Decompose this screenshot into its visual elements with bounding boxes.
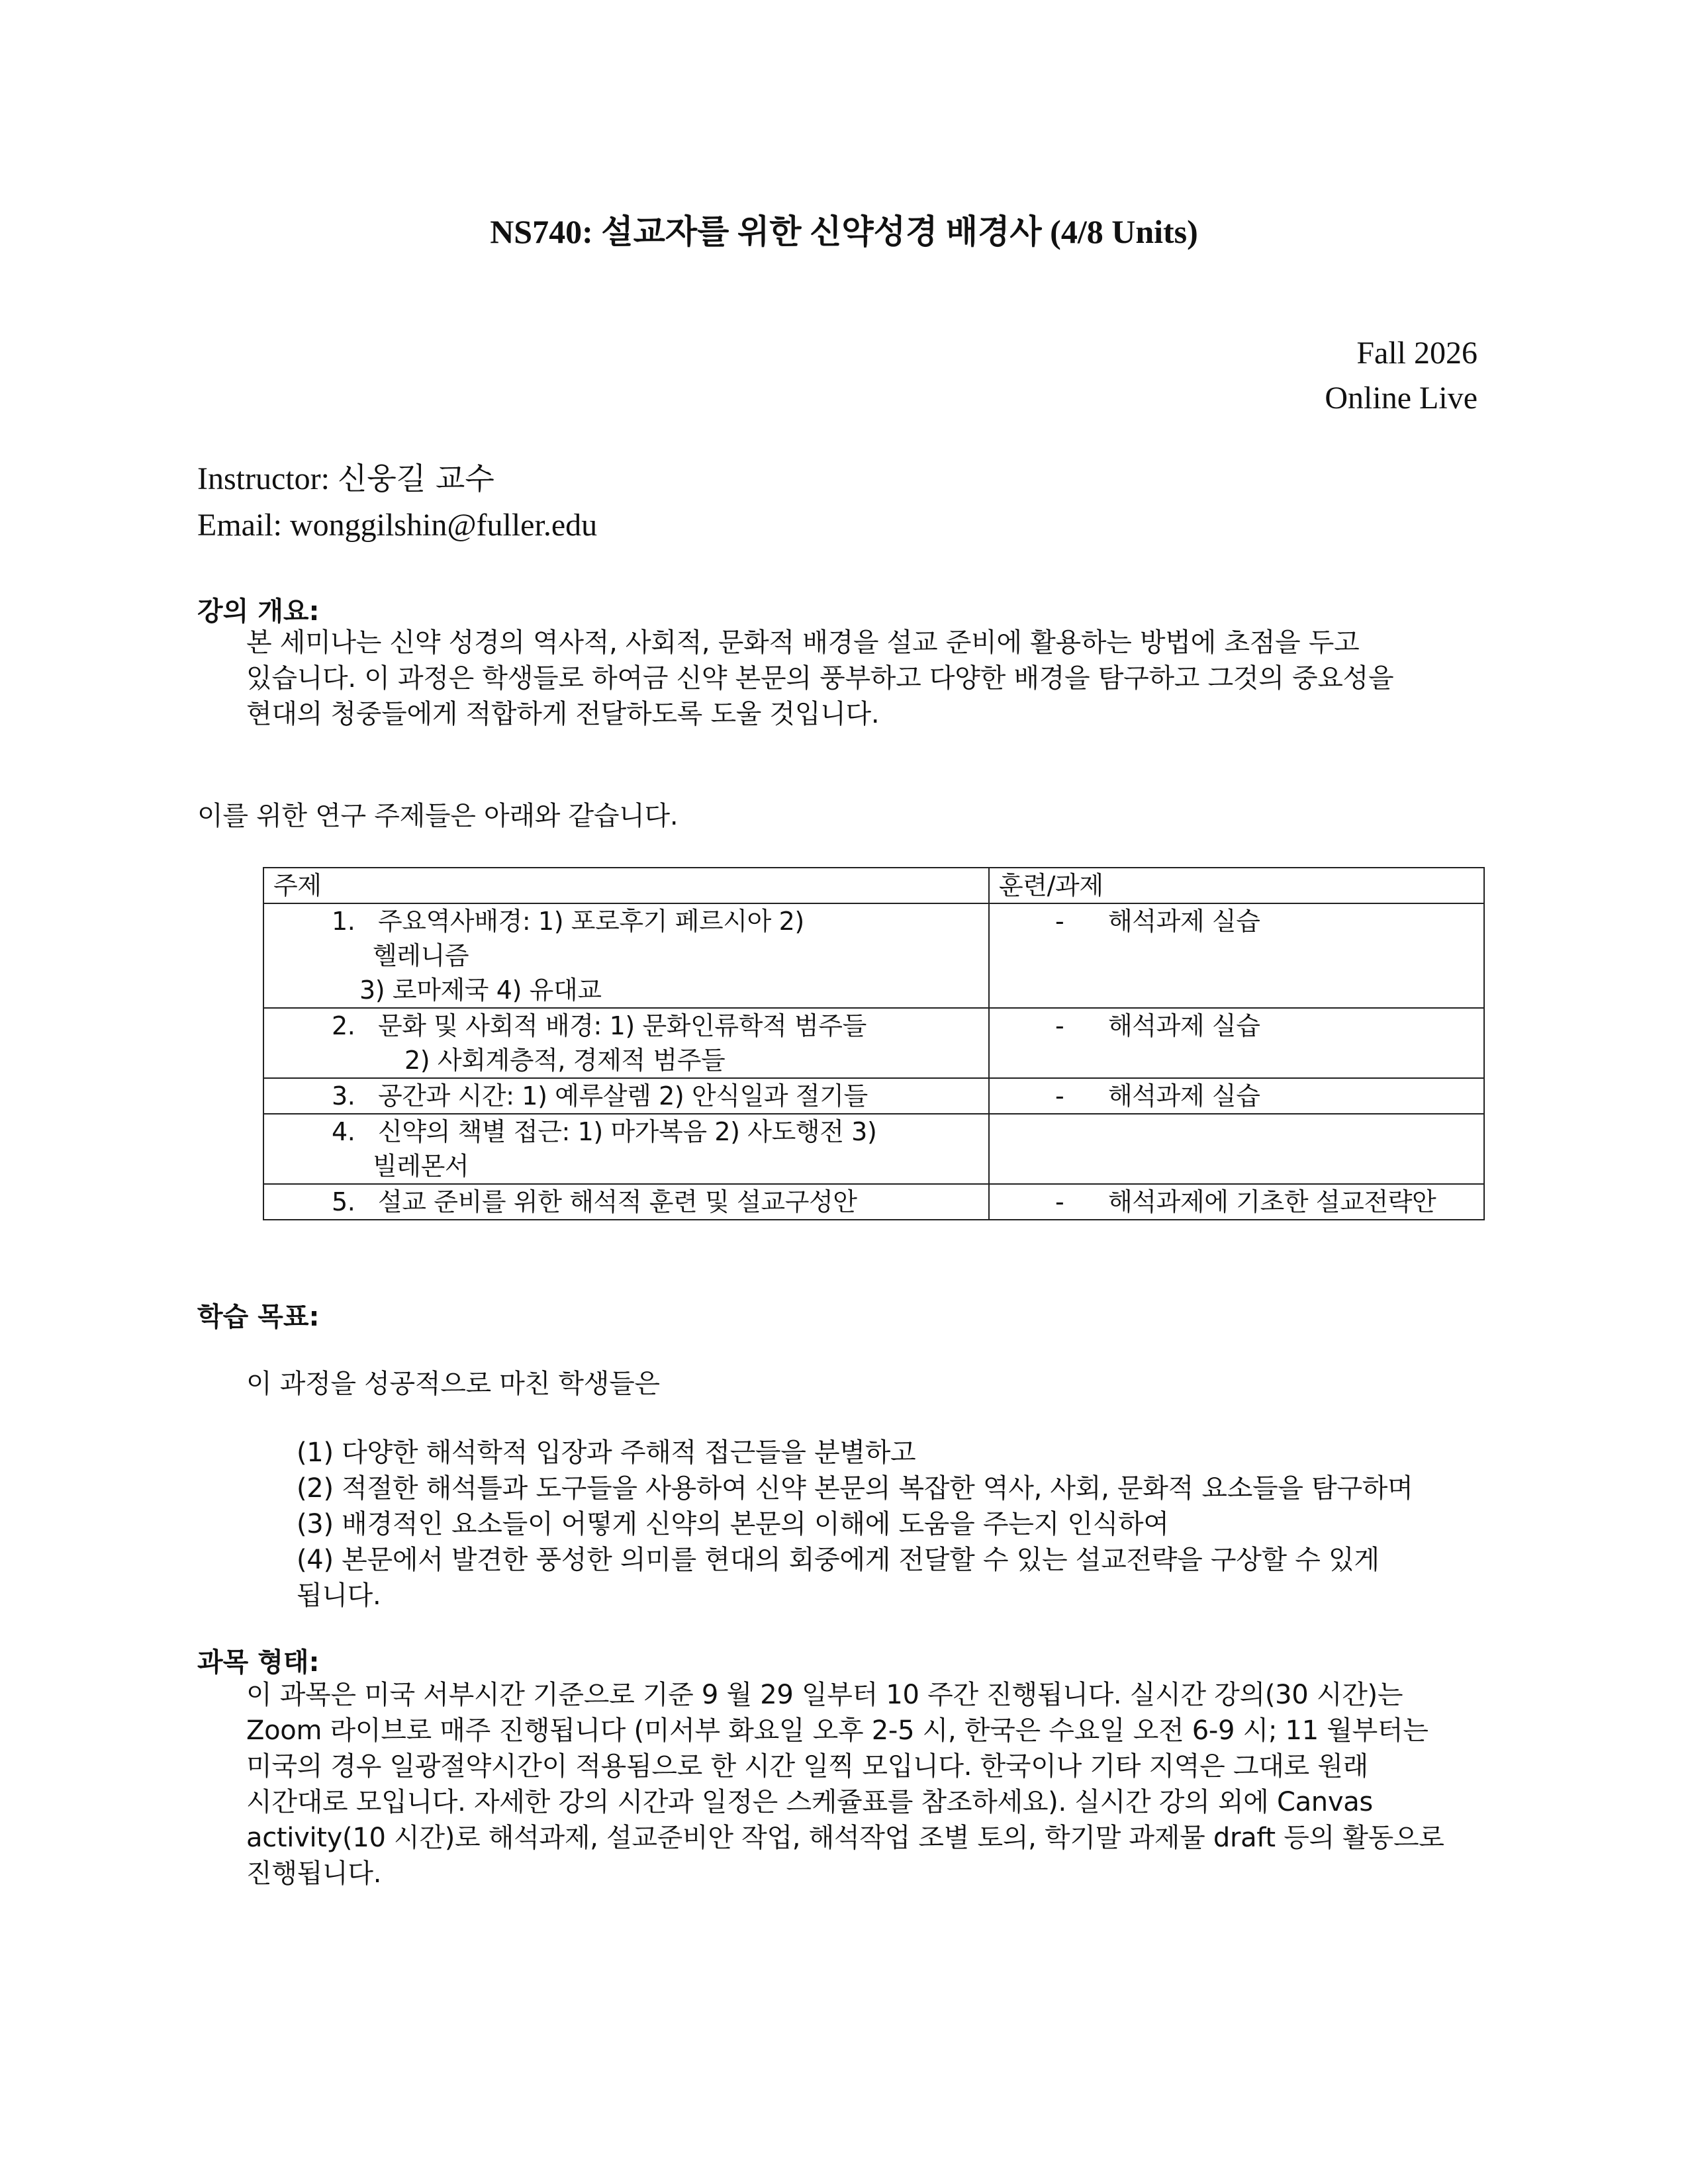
topics-intro: 이를 위한 연구 주제들은 아래와 같습니다. [197,801,679,831]
table-header-row [263,868,1484,903]
task-cell [989,1114,1484,1184]
format-paragraph [246,1677,1504,1891]
topic-text: 빌레몬서 [373,1152,469,1181]
task-cell [989,903,1484,1008]
topic-cell [263,1184,989,1220]
topic-text: 신약의 책별 접근: 1) 마가복음 2) 사도행전 3) [378,1117,877,1146]
format-line: 미국의 경우 일광절약시간이 적용됨으로 한 시간 일찍 모입니다. 한국이나 기타 지역은 그대로 원래 [246,1751,1368,1782]
topic-text: 주요역사배경: 1) 포로후기 페르시아 2) [378,907,804,936]
task-text: 해석과제 실습 [1108,1011,1260,1040]
goals-intro: 이 과정을 성공적으로 마친 학생들은 [246,1369,660,1399]
goals-heading: 학습 목표: [197,1302,320,1332]
topic-cell [263,903,989,1008]
topic-text: 공간과 시간: 1) 예루살렘 2) 안식일과 절기들 [378,1081,868,1111]
topics-table [263,867,1485,1220]
table-row [263,1078,1484,1114]
column-header-task: 훈련/과제 [989,868,1484,903]
topic-number: 4. [332,1117,355,1146]
task-text: 해석과제에 기초한 설교전략안 [1108,1187,1436,1216]
overview-heading: 강의 개요: [197,596,320,627]
task-text: 해석과제 실습 [1108,1081,1260,1111]
task-bullet: - [1055,1081,1064,1111]
instructor-block [197,455,597,549]
email-line [197,502,597,549]
term: Fall 2026 [1356,336,1477,371]
task-bullet: - [1055,1187,1064,1216]
topic-text: 3) 로마제국 4) 유대교 [359,976,602,1005]
term-block [1325,331,1477,421]
topic-text: 헬레니즘 [373,941,469,970]
topic-text: 문화 및 사회적 배경: 1) 문화인류학적 범주들 [378,1011,867,1040]
goal-item: (4) 본문에서 발견한 풍성한 의미를 현대의 회중에게 전달할 수 있는 설교전략을 구상할 수 있게 [297,1545,1380,1575]
task-text: 해석과제 실습 [1108,907,1260,936]
table-row [263,1114,1484,1184]
topic-number: 2. [332,1011,355,1040]
task-bullet: - [1055,1011,1064,1040]
topic-number: 3. [332,1081,355,1111]
format-heading: 과목 형태: [197,1647,320,1678]
overview-line: 현대의 청중들에게 적합하게 전달하도록 도울 것입니다. [246,699,880,729]
overview-line: 있습니다. 이 과정은 학생들로 하여금 신약 본문의 풍부하고 다양한 배경을 탐구하고 그것의 중요성을 [246,663,1394,694]
format-line: 시간대로 모입니다. 자세한 강의 시간과 일정은 스케쥴표를 참조하세요). 실시간 강의 외에 Canvas [246,1787,1373,1817]
task-cell [989,1078,1484,1114]
instructor-line [197,455,597,502]
task-bullet: - [1055,907,1064,936]
topic-cell [263,1008,989,1078]
topic-cell [263,1114,989,1184]
goals-list [297,1435,1413,1614]
column-header-topic: 주제 [263,868,989,903]
format-line: Zoom 라이브로 매주 진행됩니다 (미서부 화요일 오후 2-5 시, 한국은 수요일 오전 6-9 시; 11 월부터는 [246,1715,1429,1746]
topic-number: 5. [332,1187,355,1216]
instructor-name: 신웅길 교수 [337,461,494,496]
goal-item: 됩니다. [297,1580,381,1611]
course-title: NS740: 설교자를 위한 신약성경 배경사 (4/8 Units) [490,213,1198,250]
format-line: 진행됩니다. [246,1858,382,1889]
goal-item: (3) 배경적인 요소들이 어떻게 신약의 본문의 이해에 도움을 주는지 인식하여 [297,1509,1169,1539]
overview-paragraph [246,625,1504,732]
goal-item: (2) 적절한 해석틀과 도구들을 사용하여 신약 본문의 복잡한 역사, 사회, 문화적 요소들을 탐구하며 [297,1473,1413,1504]
instructor-label: Instructor: [197,461,330,496]
email-label: Email: [197,508,282,543]
topic-text: 2) 사회계층적, 경제적 범주들 [404,1046,726,1075]
task-cell [989,1008,1484,1078]
table-row [263,1008,1484,1078]
topic-number: 1. [332,907,355,936]
topic-text: 설교 준비를 위한 해석적 훈련 및 설교구성안 [378,1187,857,1216]
email-address[interactable]: wonggilshin@fuller.edu [289,508,598,543]
format-line: activity(10 시간)로 해석과제, 설교준비안 작업, 해석작업 조별 토의, 학기말 과제물 draft 등의 활동으로 [246,1823,1444,1853]
topic-cell [263,1078,989,1114]
delivery-mode: Online Live [1325,381,1477,416]
table-row [263,1184,1484,1220]
table-row [263,903,1484,1008]
goal-item: (1) 다양한 해석학적 입장과 주해적 접근들을 분별하고 [297,1437,916,1468]
overview-line: 본 세미나는 신약 성경의 역사적, 사회적, 문화적 배경을 설교 준비에 활용하는 방법에 초점을 두고 [246,627,1360,658]
format-line: 이 과목은 미국 서부시간 기준으로 기준 9 월 29 일부터 10 주간 진행됩니다. 실시간 강의(30 시간)는 [246,1680,1403,1710]
task-cell [989,1184,1484,1220]
